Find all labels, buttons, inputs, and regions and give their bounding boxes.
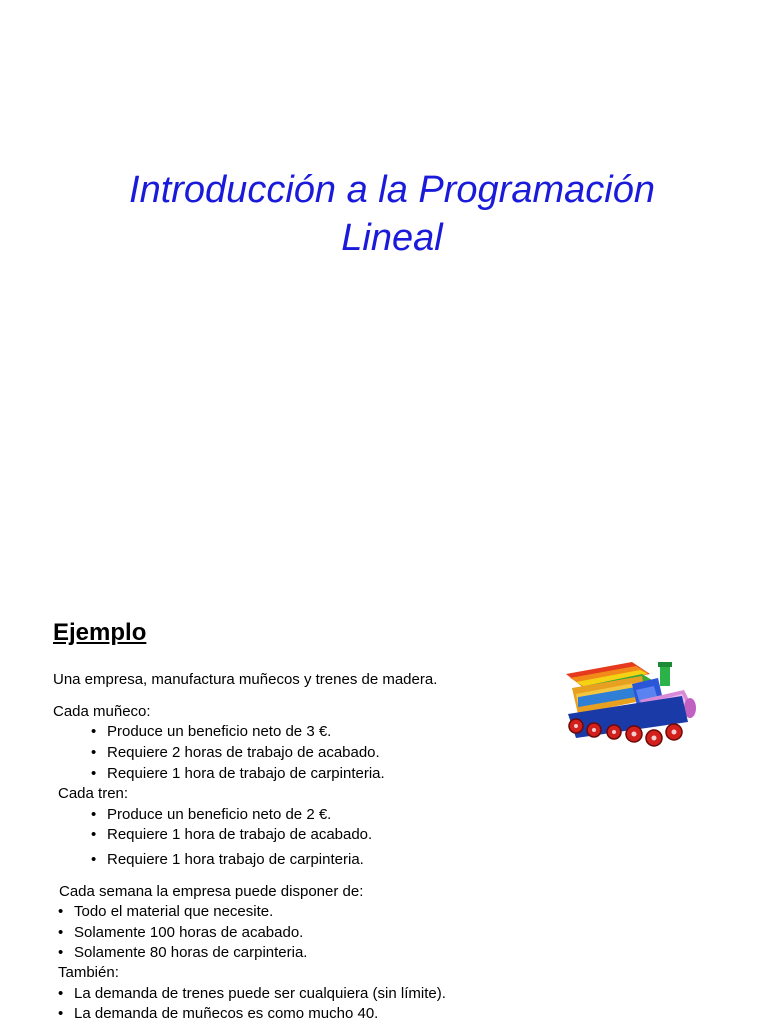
toy-train-illustration [562,660,698,752]
doll-item: • Requiere 1 hora de trabajo de carpinteria. [91,764,385,784]
doll-item: • Requiere 2 horas de trabajo de acabado. [91,743,380,763]
also-label: También: [58,964,119,981]
weekly-item: • Solamente 100 horas de acabado. [58,923,303,943]
train-item: • Requiere 1 hora de trabajo de acabado. [91,825,372,845]
weekly-label: Cada semana la empresa puede disponer de: [59,883,364,900]
train-item: • Produce un beneficio neto de 2 €. [91,805,331,825]
train-item: • Requiere 1 hora trabajo de carpinteria. [91,850,364,870]
title-line-1: Introducción a la Programación [129,169,655,211]
also-item: • La demanda de trenes puede ser cualquiera (sin límite). [58,984,446,1004]
page-title [0,166,768,262]
weekly-item: • Solamente 80 horas de carpinteria. [58,943,307,963]
doll-item: • Produce un beneficio neto de 3 €. [91,722,331,742]
weekly-item: • Todo el material que necesite. [58,902,273,922]
train-label: Cada tren: [58,785,129,802]
intro-text: Una empresa, manufactura muñecos y trenes de madera. [53,671,438,688]
also-item: • La demanda de muñecos es como mucho 40. [58,1004,378,1024]
doll-label: Cada muñeco: [53,703,151,720]
section-heading: Ejemplo [53,619,147,646]
title-line-2: Lineal [341,217,443,259]
